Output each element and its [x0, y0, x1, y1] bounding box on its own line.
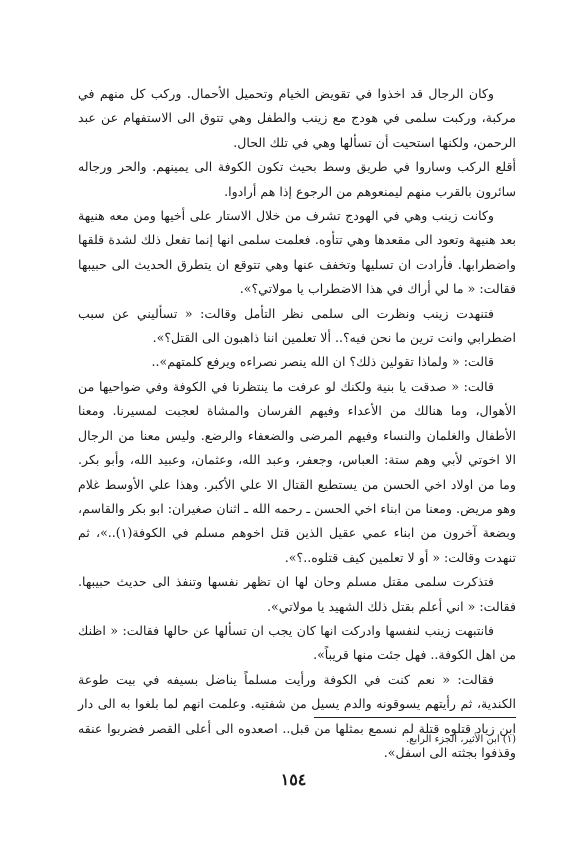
- paragraph-7: فتذكرت سلمى مقتل مسلم وحان لها ان تظهر نفسها وتنفذ الى حديث حبيبها. فقالت: « اني أعلم بقتل ذلك الشهيد يا مولاتي».: [78, 574, 516, 614]
- page-number: ١٥٤: [280, 770, 307, 789]
- paragraph-5: قالت: « ولماذا تقولين ذلك؟ ان الله ينصر نصراءه ويرفع كلمتهم»..: [151, 354, 494, 370]
- body-text: [78, 82, 516, 765]
- footnote: (١) ابن الأثير، الجزء الرابع.: [405, 734, 516, 745]
- paragraph-3: وكانت زينب وهي في الهودج تشرف من خلال الاستار على أخيها ومن معه هنيهة بعد هنيهة وتعود الى مقعدها وهي تتأوه. فعلمت سلمى انها إنما تفعل ذلك لشدة قلقها واضطرابها. فأرادت ان تسليها وتخفف عنها وهي تتوقع ان يتطرق الحديث الى حبيبها فقالت: « ما لي أراك في هذا الاضطراب يا مولاتي؟».: [78, 208, 516, 297]
- paragraph-6: قالت: « صدقت يا بنية ولكنك لو عرفت ما ينتظرنا في الكوفة وفي ضواحيها من الأهوال، وما هنالك من الأعداء وفيهم الفرسان والمشاة لعجبت لمسيرنا. ومعنا الأطفال والغلمان والنساء وفيهم المرضى والضعفاء والرضع. وليس معنا من الرجال الا اخوتي لأبي وهم ستة: العباس، وجعفر، وعبد الله، وعثمان، وعبيد الله، وأبو بكر. وما من اولاد اخي الحسن من يستطيع القتال الا علي الأكبر. وهذا علي الأوسط غلام وهو مريض. ومعنا من ابناء اخي الحسن ـ رحمه الله ـ اثنان صغيران: ابو بكر والقاسم، وبضعة آخرون من ابناء عمي عقيل الذين قتل اخوهم مسلم في الكوفة(١)..»، ثم تنهدت وقالت: « أو لا تعلمين كيف قتلوه..؟».: [78, 378, 516, 565]
- paragraph-4: فتنهدت زينب ونظرت الى سلمى نظر التأمل وقالت: « تسأليني عن سبب اضطرابي وانت ترين ما نحن فيه؟.. ألا تعلمين اننا ذاهبون الى القتل؟».: [78, 305, 516, 346]
- paragraph-1: وكان الرجال قد اخذوا في تقويض الخيام وتحميل الأحمال. وركب كل منهم في مركبة، وركبت سلمى في هودج مع زينب والطفل وهي تتوق الى الاستفهام عن عبد الرحمن، ولكنها استحيت أن تسألها وهي في تلك الحال.: [78, 86, 516, 150]
- paragraph-9: فقالت: « نعم كنت في الكوفة ورأيت مسلماً يناضل بسيفه في بيت طوعة الكندية، ثم رأيتهم يسوقونه والدم يسيل من شفتيه. وعلمت انهم لما بلغوا به الى دار ابن زياد قتلوه قتلة لم نسمع بمثلها من قبل.. اصعدوه الى أعلى القصر فضربوا عنقه وقذفوا بجثته الى اسفل».: [78, 671, 516, 760]
- paragraph-2: أقلع الركب وساروا في طريق وسط بحيث تكون الكوفة الى يمينهم. والحر ورجاله سائرون بالقرب منهم ليمنعوهم من الرجوع إذا هم أرادوا.: [78, 159, 516, 199]
- footnote-divider: [314, 717, 516, 718]
- paragraph-8: فانتبهت زينب لنفسها وادركت انها كان يجب ان تسألها عن حالها فقالت: « اظنك من اهل الكوفة.. فهل جئت منها قريباً».: [78, 622, 516, 663]
